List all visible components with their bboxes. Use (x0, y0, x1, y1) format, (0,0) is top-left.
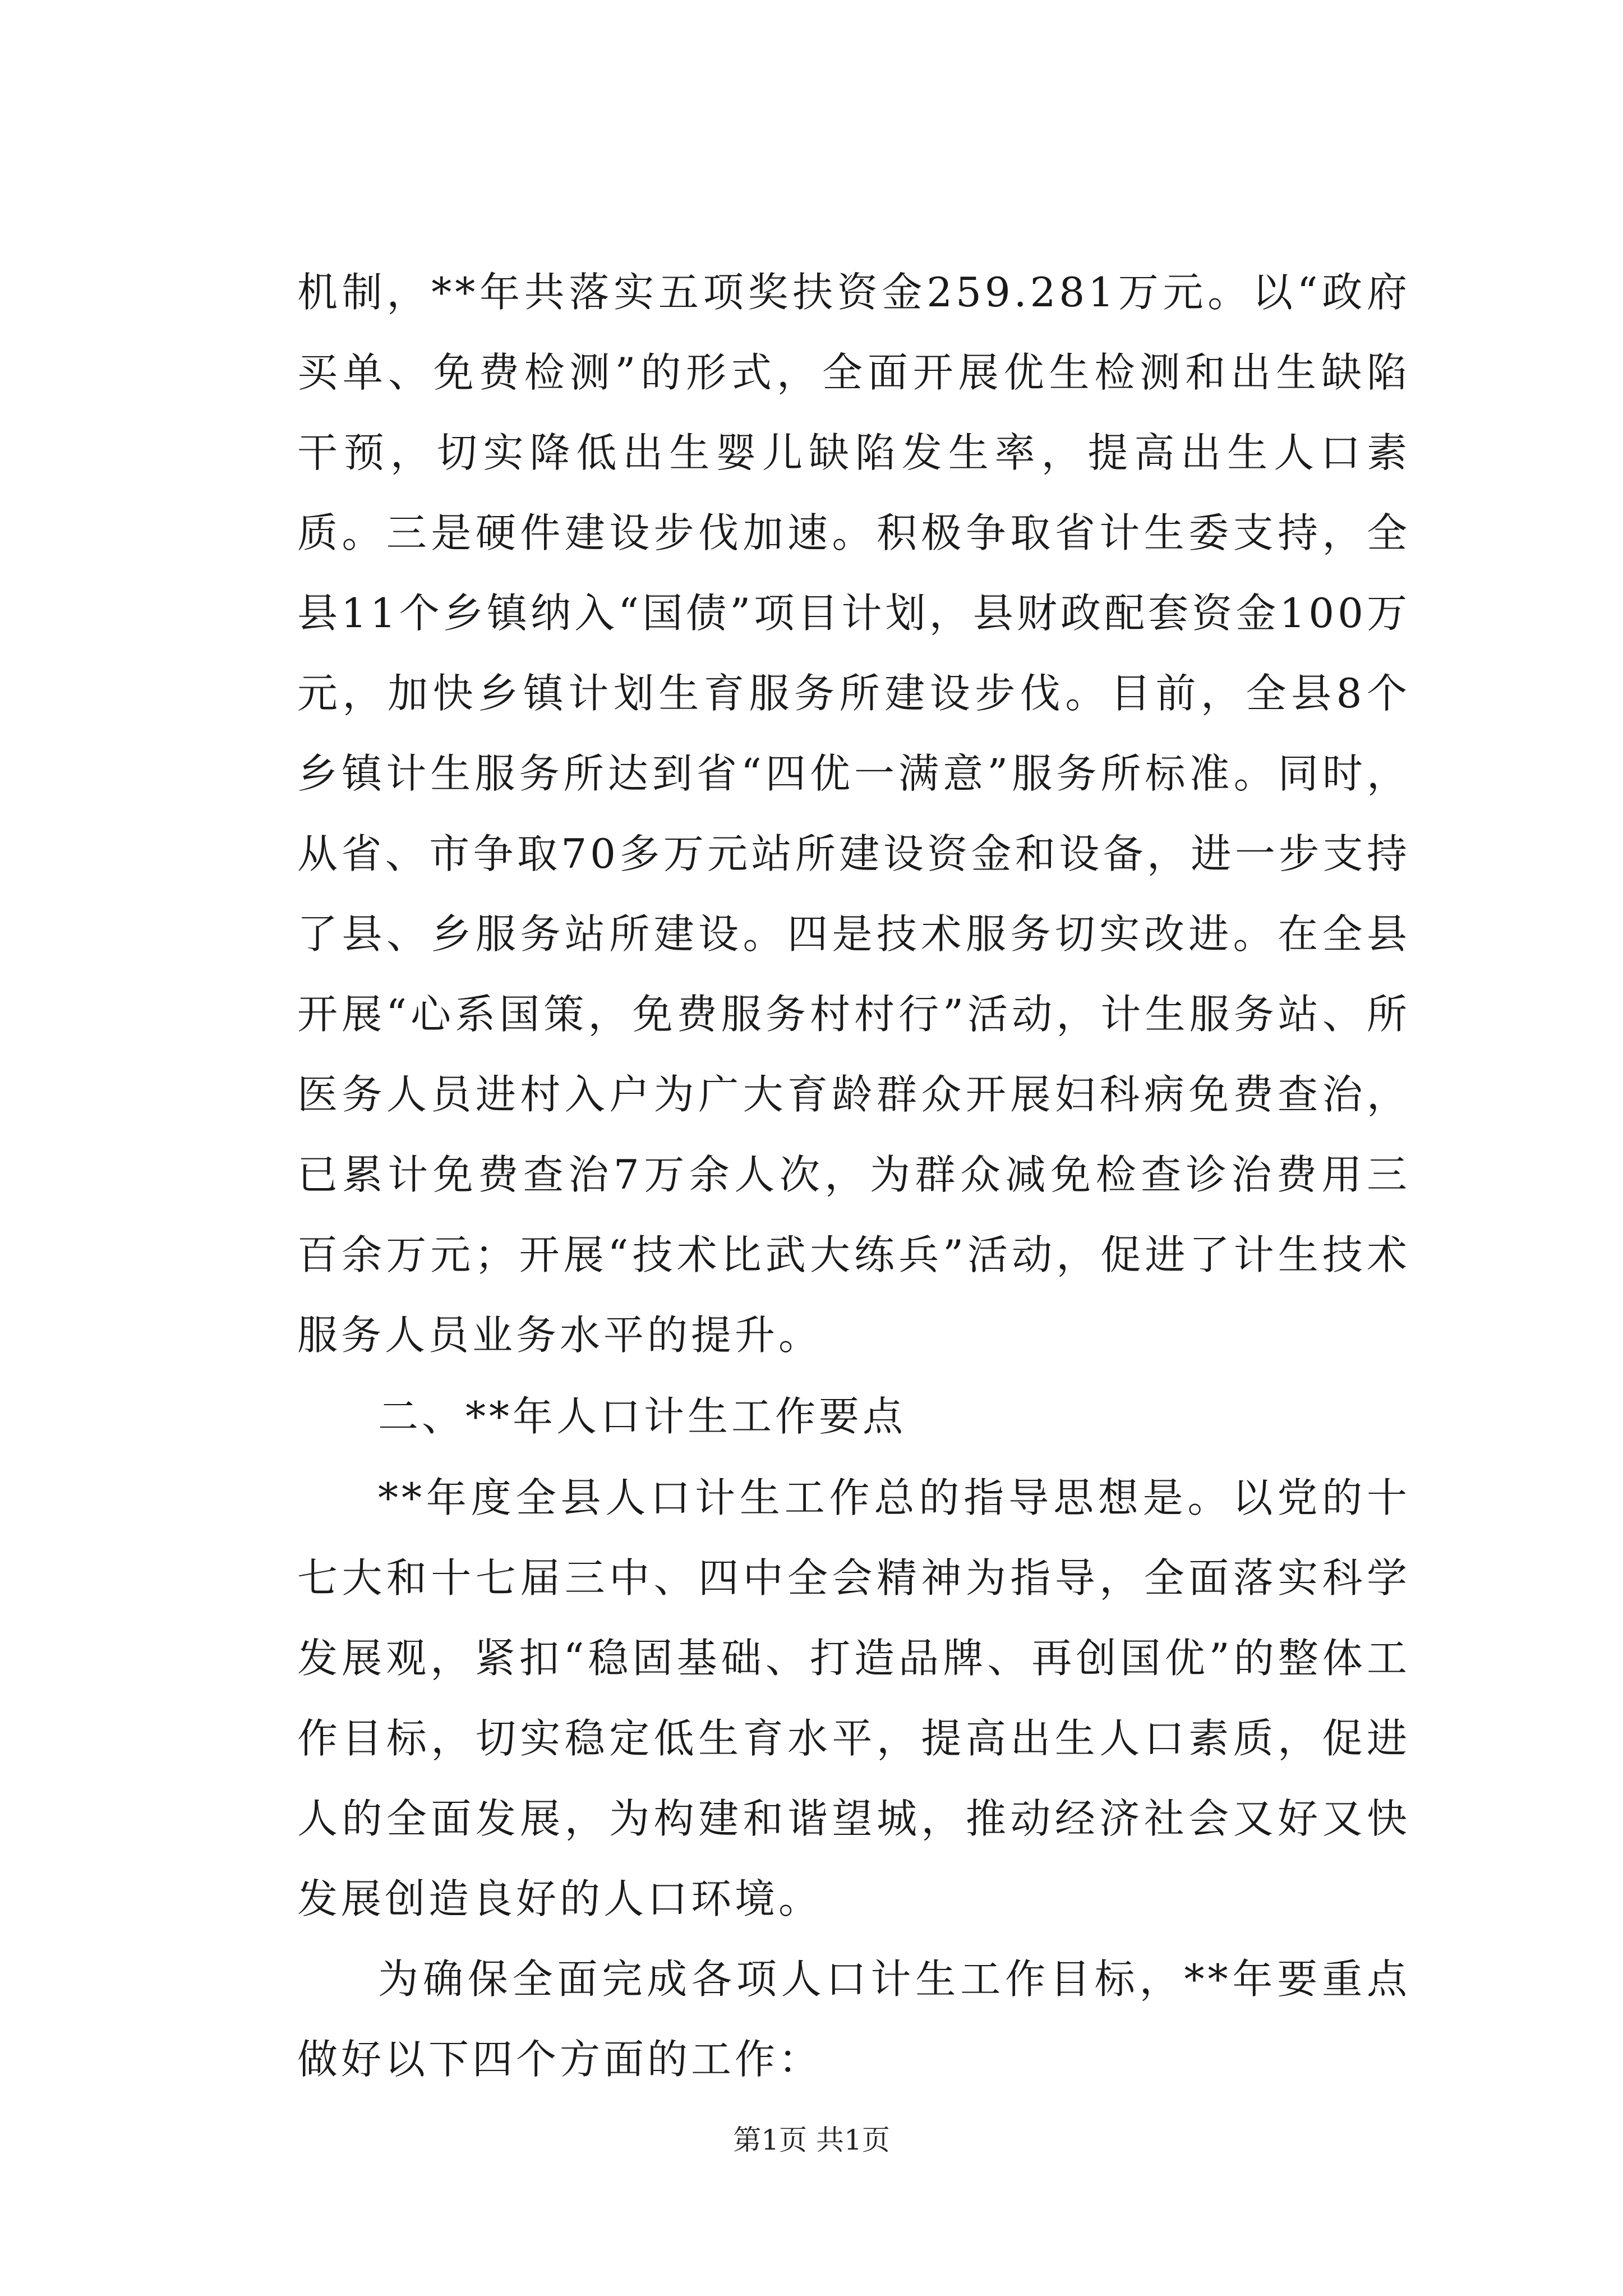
page-number-label: 第1页 共1页 (733, 2124, 890, 2156)
body-paragraph-continued: 机制，**年共落实五项奖扶资金259.281万元。以“政府买单、免费检测”的形式，全面开展优生检测和出生缺陷干预，切实降低出生婴儿缺陷发生率，提高出生人口素质。三是硬件建设步伐加速。积极争取省计生委支持，全县11个乡镇纳入“国债”项目计划，县财政配套资金100万元，加快乡镇计划生育服务所建设步伐。目前，全县8个乡镇计生服务所达到省“四优一满意”服务所标准。同时，从省、市争取70多万元站所建设资金和设备，进一步支持了县、乡服务站所建设。四是技术服务切实改进。在全县开展“心系国策，免费服务村村行”活动，计生服务站、所医务人员进村入户为广大育龄群众开展妇科病免费查治，已累计免费查治7万余人次，为群众减免检查诊治费用三百余万元；开展“技术比武大练兵”活动，促进了计生技术服务人员业务水平的提升。 (297, 269, 1410, 1359)
section-heading: 二、**年人口计生工作要点 (378, 1393, 907, 1440)
page-footer (0, 2123, 1623, 2157)
document-body (297, 252, 1410, 2100)
body-paragraph-guiding-thought: **年度全县人口计生工作总的指导思想是。以党的十七大和十七届三中、四中全会精神为指导，全面落实科学发展观，紧扣“稳固基础、打造品牌、再创国优”的整体工作目标，切实稳定低生育水平，提高出生人口素质，促进人的全面发展，为构建和谐望城，推动经济社会又好又快发展创造良好的人口环境。 (297, 1474, 1410, 1922)
body-paragraph-work-intro: 为确保全面完成各项人口计生工作目标，**年要重点做好以下四个方面的工作： (297, 1955, 1410, 2083)
